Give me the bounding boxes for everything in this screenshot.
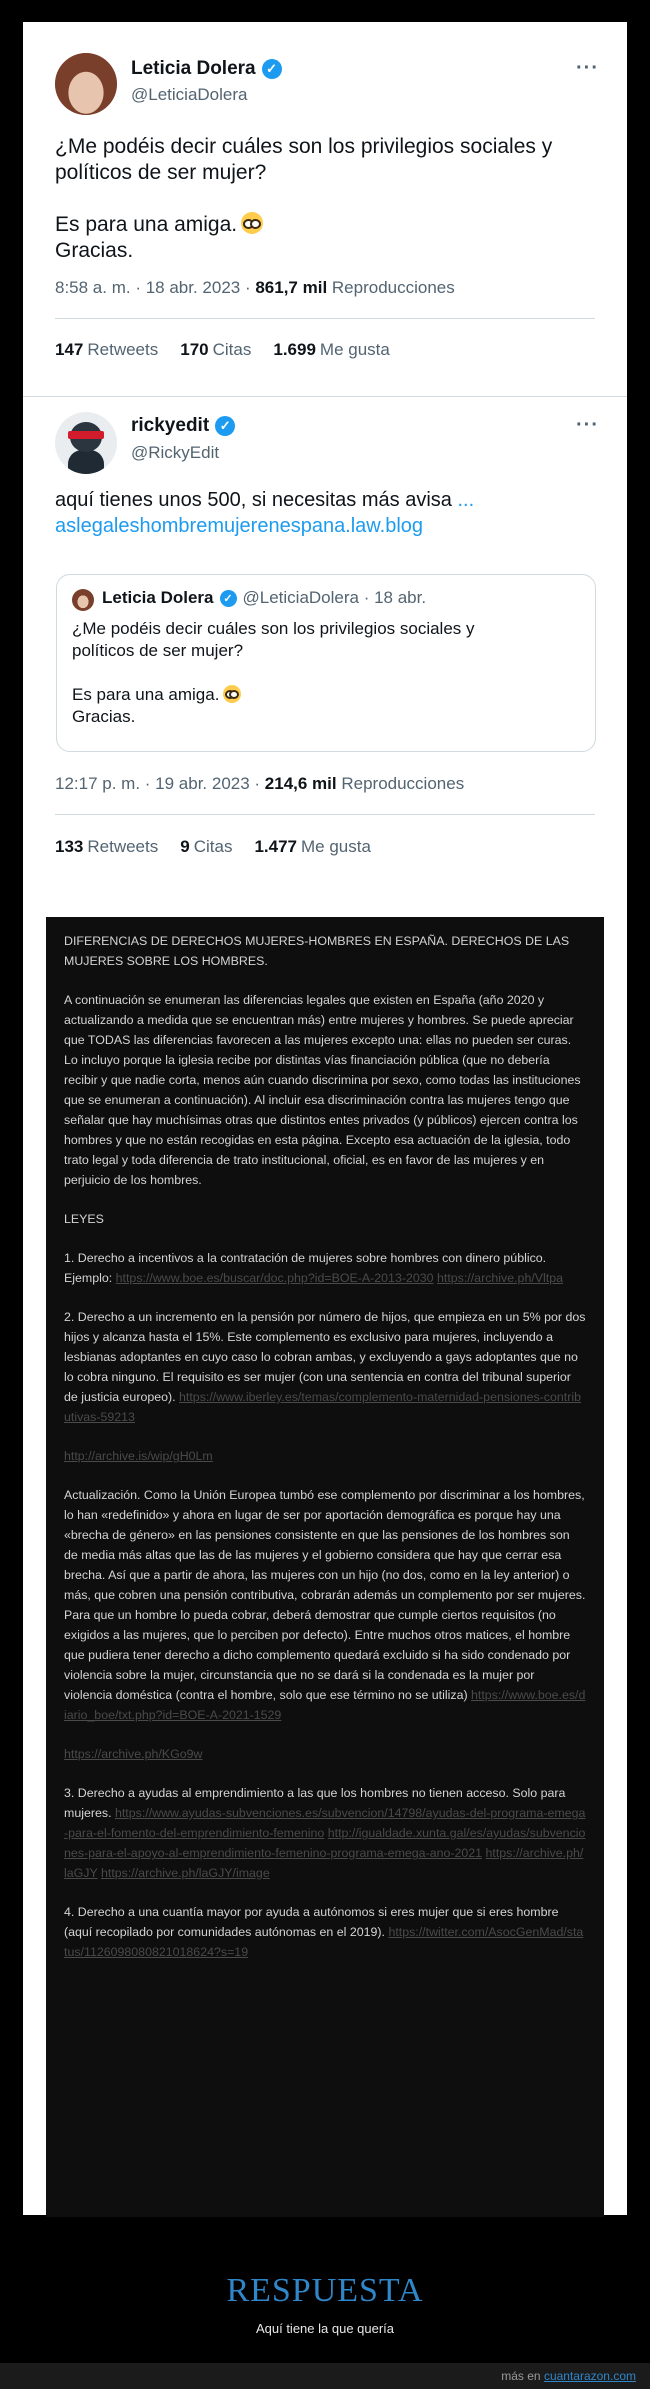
more-icon[interactable]: ··· bbox=[576, 414, 599, 436]
doc-item: 1. Derecho a incentivos a la contratación de mujeres sobre hombres con dinero público. Ejemplo: https://www.boe.es/buscar/doc.php?id=BOE-A-2013-2030 https://archive.ph/Vltpa bbox=[64, 1251, 564, 1285]
doc-item: Actualización. Como la Unión Europea tumbó ese complemento por discriminar a los hombres, lo han «redefinido» y ahora en lugar de ser por aportación demográfica es porque hay una «brecha de género» en las pensiones consistente en que las pensiones de los hombres son de media más altas que las de las mujeres y el gobierno considera que hay que cerrar esa brecha. Así que a partir de ahora, las mujeres con un hijo (no dos, como en la ley anterior) o más, que cobren una pensión contributiva, cobrarán además un complemento por ser mujeres. Para que un hombre lo pueda cobrar, deberá demostrar que cumple ciertos requisitos (no exigidos a las mujeres, que lo perciben por defecto). Entre muchos otros matices, el hombre que pudiera tener derecho a dicho complemento quedará excluido si ha sido condenado por violencia sobre la mujer, circunstancia que no se dará si la condenada es la mujer por violencia doméstica (contra el hombre, solo que ese término no se utiliza) https://www.boe.es/diario_boe/txt.php?id=BOE-A-2021-1529 bbox=[64, 1488, 586, 1722]
tweet-author[interactable] bbox=[131, 415, 235, 437]
retweets-count[interactable]: 147 Retweets bbox=[55, 340, 159, 359]
doc-item bbox=[64, 1446, 586, 1466]
doc-link[interactable]: http://archive.is/wip/gH0Lm bbox=[64, 1449, 213, 1463]
verified-badge-icon: ✓ bbox=[220, 590, 237, 607]
verified-badge-icon: ✓ bbox=[262, 59, 282, 79]
tweet-original bbox=[23, 22, 627, 397]
tweet-stats bbox=[55, 837, 371, 857]
tweet-timestamp[interactable]: 12:17 p. m. · 19 abr. 2023 · 214,6 mil Reproducciones bbox=[55, 774, 465, 793]
external-link[interactable]: aslegaleshombremujerenespana.law.blog bbox=[55, 515, 424, 537]
response-subtitle: Aquí tiene la que quería bbox=[255, 2321, 395, 2336]
credit-bar bbox=[0, 2363, 650, 2389]
author-name: rickyedit bbox=[131, 415, 210, 436]
doc-item: 4. Derecho a una cuantía mayor por ayuda a autónomos si eres mujer que si eres hombre (aquí recopilado por comunidades autónomas en el 2019). https://twitter.com/AsocGenMad/status/1126098080821018624?s=19 bbox=[64, 1905, 584, 1959]
tweet-author[interactable] bbox=[131, 58, 282, 80]
quoted-tweet-header: Leticia Dolera ✓ @LeticiaDolera · 18 abr. bbox=[102, 588, 427, 607]
tweet-text: aquí tienes unos 500, si necesitas más avisa ... aslegaleshombremujerenespana.law.blog bbox=[55, 489, 475, 537]
doc-link[interactable]: https://archive.ph/Vltpa bbox=[436, 1271, 564, 1285]
site-link[interactable]: cuantarazon.com bbox=[543, 2369, 636, 2383]
doc-intro: A continuación se enumeran las diferencias legales que existen en España (año 2020 y actualizando a medida que se encuentran más) entre mujeres y hombres. Se puede apreciar que TODAS las diferencias favorecen a las mujeres excepto una: ellas no pueden ser curas. Lo incluyo porque la iglesia recibe por distintas vías financiación pública (que no debería recibir y que nadie corta, menos aún cuando discrimina por sexo, como todas las instituciones que se enumeran a continuación). Al incluir esa discriminación contra las mujeres tengo que señalar que hay muchísimas otras que distintos entes privados (y públicos) ejercen contra los hombres y que no están recogidas en esta página. Excepto esa actuación de la iglesia, todo trato legal y toda diferencia de trato institucional, oficial, es en favor de las mujeres y en perjuicio de los hombres. bbox=[64, 993, 581, 1187]
response-title: RESPUESTA bbox=[226, 2272, 424, 2309]
likes-count[interactable]: 1.477 Me gusta bbox=[254, 837, 371, 856]
author-handle[interactable]: @LeticiaDolera bbox=[131, 85, 248, 104]
doc-item: 3. Derecho a ayudas al emprendimiento a las que los hombres no tienen acceso. Solo para mujeres. https://www.ayudas-subvenciones.es/subvencion/14798/ayudas-del-programa-emega-para-el-fomento-del-emprendimiento-femenino http://igualdade.xunta.gal/es/ayudas/subvenciones-para-el-apoyo-al-emprendimiento-femenino-programa-emega-ano-2021 https://archive.ph/laGJY https://archive.ph/laGJY/image bbox=[64, 1786, 586, 1880]
article-document bbox=[46, 917, 604, 2217]
doc-link[interactable]: http://igualdade.xunta.gal/es/ayudas/subvenciones-para-el-apoyo-al-emprendimiento-femenino-programa-emega-ano-2021 bbox=[64, 1826, 586, 1860]
author-name: Leticia Dolera bbox=[131, 58, 256, 79]
doc-heading: DIFERENCIAS DE DERECHOS MUJERES-HOMBRES EN ESPAÑA. DERECHOS DE LAS MUJERES SOBRE LOS HOMBRES. bbox=[64, 934, 570, 968]
doc-link[interactable]: https://www.boe.es/buscar/doc.php?id=BOE-A-2013-2030 bbox=[115, 1271, 434, 1285]
avatar[interactable] bbox=[55, 412, 117, 474]
doc-link[interactable]: https://www.boe.es/diario_boe/txt.php?id=BOE-A-2021-1529 bbox=[64, 1688, 586, 1722]
doc-link[interactable]: https://twitter.com/AsocGenMad/status/1126098080821018624?s=19 bbox=[64, 1925, 584, 1959]
doc-section-title: LEYES bbox=[64, 1212, 104, 1226]
quotes-count[interactable]: 170 Citas bbox=[180, 340, 252, 359]
doc-link[interactable]: https://archive.ph/KGo9w bbox=[64, 1747, 203, 1761]
doc-item bbox=[64, 1744, 586, 1764]
retweets-count[interactable]: 133 Retweets bbox=[55, 837, 159, 856]
nerd-face-emoji-icon bbox=[223, 685, 241, 703]
tweet-timestamp[interactable]: 8:58 a. m. · 18 abr. 2023 · 861,7 mil Reproducciones bbox=[55, 278, 455, 297]
verified-badge-icon: ✓ bbox=[215, 416, 235, 436]
more-icon[interactable]: ··· bbox=[576, 57, 599, 79]
doc-link[interactable]: https://www.ayudas-subvenciones.es/subvencion/14798/ayudas-del-programa-emega-para-el-fomento-del-emprendimiento-femenino bbox=[64, 1806, 586, 1840]
avatar[interactable] bbox=[55, 53, 117, 115]
quoted-tweet[interactable] bbox=[56, 574, 596, 752]
tweet-screenshot bbox=[23, 22, 627, 2215]
site-credit[interactable]: más en cuantarazon.com bbox=[501, 2369, 636, 2383]
likes-count[interactable]: 1.699 Me gusta bbox=[273, 340, 390, 359]
nerd-face-emoji-icon bbox=[241, 212, 263, 234]
doc-item: 2. Derecho a un incremento en la pensión por número de hijos, que empieza en un 5% por dos hijos y alcanza hasta el 15%. Este complemento es exclusivo para mujeres, incluyendo a lesbianas adoptantes en cuyo caso lo cobran ambas, y excluyendo a gays adoptantes que no lo cobra ninguno. El requisito es ser mujer (con una sentencia en contra del tribunal superior de justicia europeo). https://www.iberley.es/temas/complemento-maternidad-pensiones-contributivas-59213 bbox=[64, 1310, 586, 1424]
author-handle[interactable]: @RickyEdit bbox=[131, 443, 220, 462]
doc-link[interactable]: https://archive.ph/laGJY bbox=[64, 1846, 584, 1880]
tweet-stats bbox=[55, 340, 390, 360]
quotes-count[interactable]: 9 Citas bbox=[180, 837, 233, 856]
tweet-text: ¿Me podéis decir cuáles son los privilegios sociales y políticos de ser mujer? Es para una amiga. Gracias. bbox=[55, 135, 553, 262]
quoted-tweet-text: ¿Me podéis decir cuáles son los privilegios sociales y políticos de ser mujer? Es para una amiga. Gracias. bbox=[72, 619, 475, 726]
doc-link[interactable]: https://archive.ph/laGJY/image bbox=[100, 1866, 270, 1880]
avatar bbox=[72, 589, 94, 611]
doc-link[interactable]: https://www.iberley.es/temas/complemento-maternidad-pensiones-contributivas-59213 bbox=[64, 1390, 581, 1424]
